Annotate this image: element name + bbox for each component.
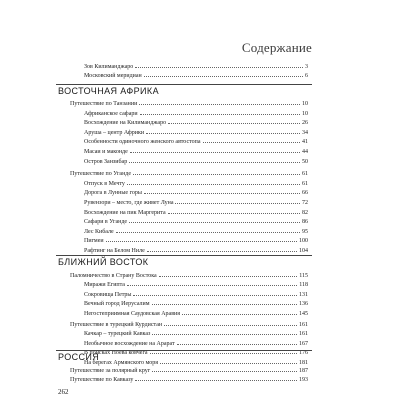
toc-entry[interactable] <box>84 157 308 165</box>
toc-entry[interactable] <box>84 137 308 145</box>
section-divider <box>56 84 312 85</box>
toc-entry-label: Масаи и маконде <box>84 149 128 155</box>
toc-entry-page: 161 <box>299 331 308 338</box>
section-divider <box>56 350 312 351</box>
section-title: БЛИЖНИЙ ВОСТОК <box>58 257 149 267</box>
toc-entry[interactable] <box>84 71 308 79</box>
toc-entry-label: Качкар – турецкий Кавказ <box>84 331 151 338</box>
toc-entry[interactable] <box>84 208 308 216</box>
toc-entry[interactable] <box>70 375 308 383</box>
toc-entry[interactable] <box>84 62 308 70</box>
toc-entry[interactable] <box>84 236 308 244</box>
toc-entry[interactable] <box>84 227 308 235</box>
toc-entry-label: Зов Килиманджаро <box>84 64 134 70</box>
toc-entry[interactable] <box>70 320 308 328</box>
leader-dots <box>106 236 297 242</box>
toc-entry[interactable] <box>84 118 308 126</box>
leader-dots <box>127 280 297 286</box>
toc-entry-label: Вечный город Иерусалим <box>84 301 150 308</box>
toc-entry[interactable] <box>70 271 308 279</box>
toc-entry-page: 167 <box>299 340 308 347</box>
leader-dots <box>144 188 300 194</box>
toc-entry-page: 3 <box>305 64 308 70</box>
toc-entry[interactable] <box>70 99 308 107</box>
toc-entry[interactable] <box>84 109 308 117</box>
leader-dots <box>144 71 303 77</box>
toc-entry[interactable] <box>84 290 308 298</box>
toc-entry[interactable] <box>84 128 308 136</box>
toc-entry-label: Особенности одиночного женского автостопа <box>84 139 201 146</box>
leader-dots <box>168 118 300 124</box>
toc-entry[interactable] <box>84 329 308 337</box>
leader-dots <box>129 217 300 223</box>
toc-entry-label: Рувензори – место, где живет Луна <box>84 200 174 206</box>
section-title: ВОСТОЧНАЯ АФРИКА <box>58 86 159 96</box>
toc-entry[interactable] <box>84 339 308 347</box>
toc-entry-label: В поисках Ноева ковчега <box>84 350 148 357</box>
toc-entry-page: 66 <box>302 190 308 197</box>
toc-entry[interactable] <box>84 309 308 317</box>
toc-entry-page: 161 <box>299 322 308 328</box>
toc-entry-page: 26 <box>302 120 308 127</box>
toc-entry-label: Необычное восхождение на Арарат <box>84 340 175 347</box>
toc-entry-page: 44 <box>302 149 308 155</box>
toc-entry[interactable] <box>70 366 308 374</box>
toc-entry[interactable] <box>84 179 308 187</box>
toc-entry[interactable] <box>84 246 308 254</box>
toc-entry[interactable] <box>84 217 308 225</box>
leader-dots <box>177 339 297 345</box>
toc-entry-page: 176 <box>299 350 308 357</box>
toc-entry-page: 50 <box>302 158 308 165</box>
leader-dots <box>129 157 300 163</box>
toc-entry-label: Сафари в Уганде <box>84 219 128 226</box>
toc-entry-label: Африканское сафари <box>84 110 138 117</box>
toc-entry-page: 193 <box>299 377 308 383</box>
toc-entry-page: 34 <box>302 129 308 136</box>
toc-entry-label: Восхождение на пик Маргерита <box>84 209 166 216</box>
toc-entry-label: Путешествие за полярный круг <box>70 368 151 374</box>
toc-entry-page: 136 <box>299 301 308 308</box>
leader-dots <box>116 227 300 233</box>
toc-entry-page: 131 <box>299 291 308 298</box>
section-title: РОССИЯ <box>58 352 100 362</box>
leader-dots <box>127 179 300 185</box>
leader-dots <box>139 99 300 105</box>
toc-entry-page: 104 <box>299 248 308 254</box>
toc-entry-label: Аруша – центр Африки <box>84 129 145 136</box>
leader-dots <box>164 320 297 326</box>
leader-dots <box>130 147 300 153</box>
toc-entry-page: 118 <box>299 282 308 289</box>
toc-entry-label: Миражи Египта <box>84 282 125 289</box>
leader-dots <box>140 109 300 115</box>
toc-entry-page: 61 <box>302 180 308 187</box>
leader-dots <box>152 299 297 305</box>
toc-entry-page: 100 <box>299 238 308 245</box>
toc-entry-label: На берегах Армянского моря <box>84 359 159 366</box>
toc-entry-label: Пигмеи <box>84 238 104 245</box>
toc-entry-label: Негостеприимная Саудовская Аравия <box>84 310 181 317</box>
leader-dots <box>133 290 297 296</box>
toc-entry[interactable] <box>84 147 308 155</box>
toc-entry[interactable] <box>84 280 308 288</box>
leader-dots <box>152 366 297 372</box>
toc-entry[interactable] <box>84 299 308 307</box>
toc-entry-page: 6 <box>305 73 308 79</box>
toc-entry-label: Сокровища Петры <box>84 291 132 298</box>
leader-dots <box>135 375 297 381</box>
toc-entry-label: Восхождение на Килиманджаро <box>84 120 167 127</box>
leader-dots <box>146 128 300 134</box>
toc-entry-label: Путешествие по Уганде <box>70 171 132 178</box>
toc-entry-label: Паломничество в Страну Востока <box>70 273 157 279</box>
leader-dots <box>159 271 297 277</box>
leader-dots <box>182 309 297 315</box>
leader-dots <box>135 62 303 68</box>
leader-dots <box>152 329 297 335</box>
toc-entry-page: 72 <box>302 200 308 206</box>
leader-dots <box>160 358 297 364</box>
toc-entry-page: 145 <box>299 310 308 317</box>
toc-entry-page: 115 <box>299 273 308 279</box>
leader-dots <box>168 208 300 214</box>
toc-entry-page: 86 <box>302 219 308 226</box>
toc-entry-page: 95 <box>302 228 308 235</box>
toc-entry-page: 181 <box>299 359 308 366</box>
toc-entry-label: Остров Занзибар <box>84 158 128 165</box>
toc-entry-label: Рафтинг на Белом Ниле <box>84 248 145 254</box>
toc-entry-page: 61 <box>302 171 308 178</box>
toc-entry-label: Дорога в Лунные горы <box>84 190 142 197</box>
toc-entry-label: Путешествие по Кавказу <box>70 377 134 383</box>
toc-entry-page: 41 <box>302 139 308 146</box>
leader-dots <box>147 246 297 252</box>
toc-entry-page: 82 <box>302 209 308 216</box>
section-divider <box>56 255 312 256</box>
leader-dots <box>175 198 300 204</box>
toc-entry-label: Московский меридиан <box>84 73 142 79</box>
page-number: 262 <box>58 388 69 396</box>
toc-entry-label: Путешествие в турецкий Курдистан <box>70 322 163 328</box>
toc-entry-label: Путешествие по Танзании <box>70 101 138 107</box>
toc-entry[interactable] <box>70 169 308 177</box>
toc-entry-page: 10 <box>302 110 308 117</box>
page-title: Содержание <box>241 40 312 55</box>
toc-entry-label: Лес Кибале <box>84 228 114 235</box>
toc-entry[interactable] <box>84 188 308 196</box>
leader-dots <box>133 169 300 175</box>
toc-entry[interactable] <box>84 358 308 366</box>
toc-entry[interactable] <box>84 198 308 206</box>
toc-entry-page: 187 <box>299 368 308 374</box>
leader-dots <box>203 137 300 143</box>
toc-entry-page: 10 <box>302 101 308 107</box>
toc-entry-label: Отпуск в Мечту <box>84 180 125 187</box>
